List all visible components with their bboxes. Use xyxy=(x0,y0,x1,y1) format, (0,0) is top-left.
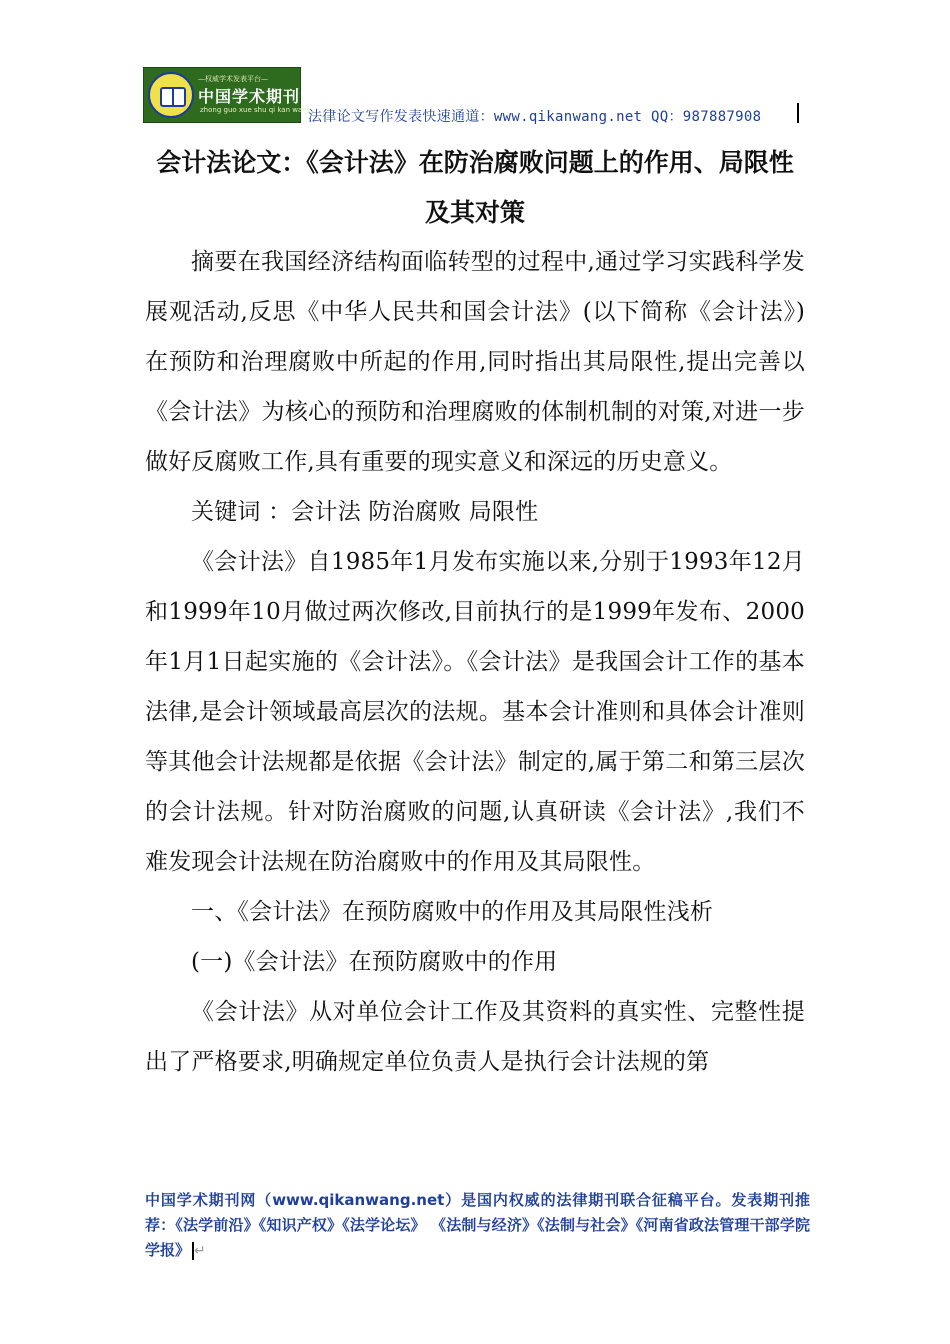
subsection-heading: (一)《会计法》在预防腐败中的作用 xyxy=(191,949,558,975)
keywords-paragraph: 关键词 ：会计法 防治腐败 局限性 xyxy=(191,499,539,525)
text-cursor xyxy=(797,103,799,123)
body-paragraph: 《会计法》从对单位会计工作及其资料的真实性、完整性提出了严格要求,明确规定单位负责人是执行会计法规的第 xyxy=(145,999,805,1075)
site-logo[interactable] xyxy=(143,67,318,123)
logo-tagline: —权威学术发表平台— xyxy=(198,75,268,83)
body-paragraph: 《会计法》自1985年1月发布实施以来,分别于1993年12月和1999年10月做过两次修改,目前执行的是1999年发布、2000年1月1日起实施的《会计法》。《会计法》是我国会计工作的基本法律,是会计领域最高层次的法规。基本会计准则和具体会计准则等其他会计法规都是依据《会计法》制定的,属于第二和第三层次的会计法规。针对防治腐败的问题,认真研读《会计法》,我们不难发现会计法规在防治腐败中的作用及其局限性。 xyxy=(145,549,805,875)
document-title: 会计法论文：《会计法》在防治腐败问题上的作用、局限性及其对策 xyxy=(156,148,794,227)
paragraph-mark-icon: ↵ xyxy=(194,1243,206,1259)
abstract-paragraph: 摘要在我国经济结构面临转型的过程中,通过学习实践科学发展观活动,反思《中华人民共和国会计法》(以下简称《会计法》)在预防和治理腐败中所起的作用,同时指出其局限性,提出完善以《会计法》为核心的预防和治理腐败的体制机制的对策,对进一步做好反腐败工作,具有重要的现实意义和深远的历史意义。 xyxy=(145,249,805,475)
section-heading: 一、《会计法》在预防腐败中的作用及其局限性浅析 xyxy=(191,899,714,925)
document-body xyxy=(145,237,805,1087)
footer-text[interactable]: 中国学术期刊网（www.qikanwang.net）是国内权威的法律期刊联合征稿平台。发表期刊推荐：《法学前沿》《知识产权》《法学论坛》 《法制与经济》《法制与社会》《河南省政法管理干部学院学报》 xyxy=(145,1191,810,1259)
logo-name: 中国学术期刊网 xyxy=(198,87,318,106)
book-emblem-icon xyxy=(148,72,194,118)
logo-pinyin: zhong guo xue shu qi kan wang xyxy=(200,106,312,114)
header-contact-line[interactable]: 法律论文写作发表快速通道：www.qikanwang.net QQ：987887908 xyxy=(308,109,762,125)
footer-notice xyxy=(145,1188,810,1264)
